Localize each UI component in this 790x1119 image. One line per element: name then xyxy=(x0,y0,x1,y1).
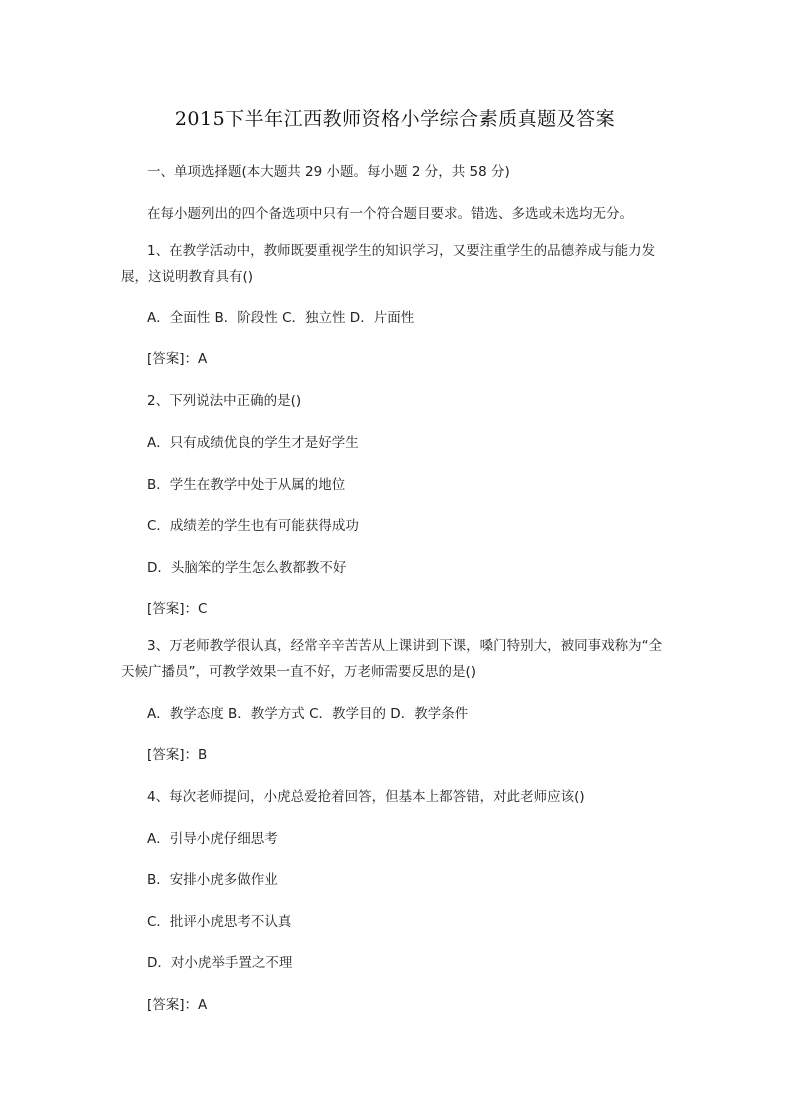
question-3-answer: [答案]：B xyxy=(147,747,208,763)
question-3-options: A．教学态度 B．教学方式 C．教学目的 D．教学条件 xyxy=(147,706,469,722)
section-heading: 一、单项选择题(本大题共 29 小题。每小题 2 分，共 58 分) xyxy=(147,164,510,180)
question-2-option-a: A．只有成绩优良的学生才是好学生 xyxy=(147,435,359,451)
instructions: 在每小题列出的四个备选项中只有一个符合题目要求。错选、多选或未选均无分。 xyxy=(147,206,633,222)
question-2-stem: 2、下列说法中正确的是() xyxy=(147,393,302,409)
question-4-option-d: D．对小虎举手置之不理 xyxy=(147,955,293,971)
document-title: 2015下半年江西教师资格小学综合素质真题及答案 xyxy=(174,108,616,130)
question-4-stem: 4、每次老师提问，小虎总爱抢着回答，但基本上都答错，对此老师应该() xyxy=(147,789,585,805)
question-3-stem: 3、万老师教学很认真，经常辛辛苦苦从上课讲到下课，嗓门特别大，被同事戏称为“全天候广播员”，可教学效果一直不好，万老师需要反思的是() xyxy=(121,638,663,680)
question-4-option-a: A．引导小虎仔细思考 xyxy=(147,831,278,847)
question-2-answer: [答案]：C xyxy=(147,601,208,617)
question-1-stem: 1、在教学活动中，教师既要重视学生的知识学习，又要注重学生的品德养成与能力发展，这说明教育具有() xyxy=(121,243,656,285)
question-4-option-b: B．安排小虎多做作业 xyxy=(147,872,278,888)
question-2-option-d: D．头脑笨的学生怎么教都教不好 xyxy=(147,560,347,576)
question-1-answer: [答案]：A xyxy=(147,351,208,367)
question-2-option-c: C．成绩差的学生也有可能获得成功 xyxy=(147,518,359,534)
question-4-option-c: C．批评小虎思考不认真 xyxy=(147,914,292,930)
question-4-answer: [答案]：A xyxy=(147,997,208,1013)
question-2-option-b: B．学生在教学中处于从属的地位 xyxy=(147,477,346,493)
question-1-options: A．全面性 B．阶段性 C．独立性 D．片面性 xyxy=(147,310,415,326)
